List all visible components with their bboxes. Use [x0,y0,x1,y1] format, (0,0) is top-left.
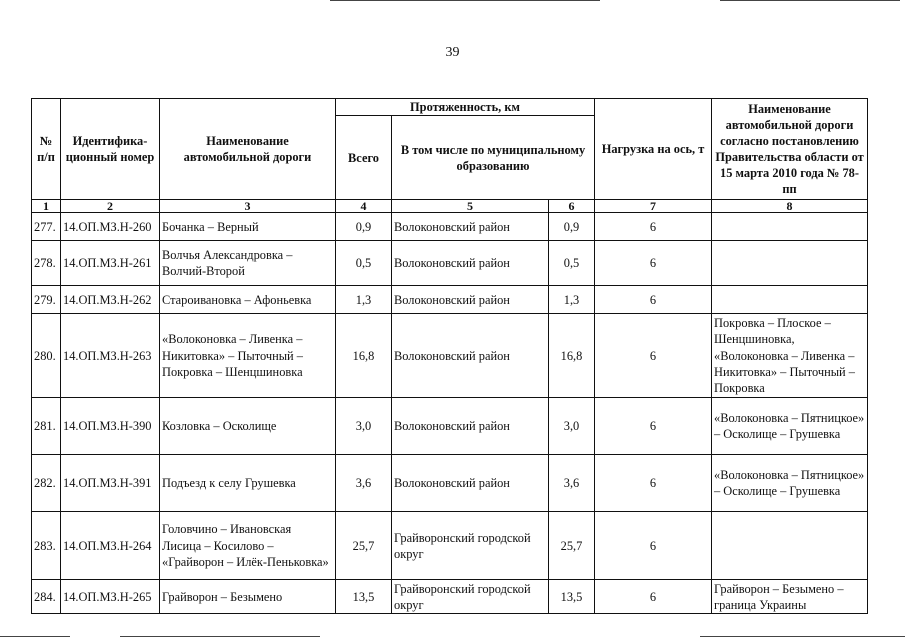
top-edge-line-right [720,0,900,1]
municipality: Грайворонский городской округ [392,580,549,614]
header-row-number: № п/п [32,99,61,200]
municipality: Волоконовский район [392,314,549,398]
road-name: Грайворон – Безымено [160,580,336,614]
table-row [32,580,868,614]
row-number: 278. [32,241,61,286]
road-name: «Волоконовка – Ливенка – Никитовка» – Пыточный – Покровка – Шенцшиновка [160,314,336,398]
resolution-name: Грайворон – Безымено – граница Украины [712,580,868,614]
header-identifier: Идентифика-ционный номер [61,99,160,200]
table-row [32,314,868,398]
road-id: 14.ОП.МЗ.Н-265 [61,580,160,614]
column-number: 4 [336,200,392,213]
row-number: 281. [32,398,61,455]
total-length: 3,6 [336,455,392,512]
roads-table [31,98,868,614]
resolution-name [712,286,868,314]
road-id: 14.ОП.МЗ.Н-390 [61,398,160,455]
road-id: 14.ОП.МЗ.Н-391 [61,455,160,512]
axle-load: 6 [595,241,712,286]
road-name: Бочанка – Верный [160,213,336,241]
municipality: Волоконовский район [392,213,549,241]
total-length: 3,0 [336,398,392,455]
total-length: 0,5 [336,241,392,286]
column-number: 7 [595,200,712,213]
municipal-length: 0,5 [549,241,595,286]
top-edge-line [330,0,600,1]
column-number: 3 [160,200,336,213]
table-row [32,398,868,455]
road-id: 14.ОП.МЗ.Н-264 [61,512,160,580]
axle-load: 6 [595,398,712,455]
bottom-edge-line-mid [120,636,320,637]
resolution-name: «Волоконовка – Пятницкое» – Осколище – Грушевка [712,455,868,512]
road-id: 14.ОП.МЗ.Н-262 [61,286,160,314]
header-total: Всего [336,116,392,200]
municipality: Грайворонский городской округ [392,512,549,580]
municipal-length: 25,7 [549,512,595,580]
header-municipality: В том числе по муниципальному образованию [392,116,595,200]
road-name: Волчья Александровка – Волчий-Второй [160,241,336,286]
row-number: 282. [32,455,61,512]
axle-load: 6 [595,580,712,614]
row-number: 277. [32,213,61,241]
municipality: Волоконовский район [392,286,549,314]
header-axle-load: Нагрузка на ось, т [595,99,712,200]
column-number: 1 [32,200,61,213]
bottom-edge-line-right [700,636,905,637]
road-id: 14.ОП.МЗ.Н-261 [61,241,160,286]
road-id: 14.ОП.МЗ.Н-260 [61,213,160,241]
axle-load: 6 [595,512,712,580]
axle-load: 6 [595,314,712,398]
header-resolution-name: Наименование автомобильной дороги согласно постановлению Правительства области от 15 марта 2010 года № 78-пп [712,99,868,200]
municipality: Волоконовский район [392,455,549,512]
row-number: 279. [32,286,61,314]
axle-load: 6 [595,286,712,314]
total-length: 16,8 [336,314,392,398]
column-number: 5 [392,200,549,213]
page-number: 39 [445,45,460,60]
row-number: 284. [32,580,61,614]
resolution-name [712,241,868,286]
total-length: 13,5 [336,580,392,614]
total-length: 25,7 [336,512,392,580]
resolution-name [712,512,868,580]
resolution-name: «Волоконовка – Пятницкое» – Осколище – Грушевка [712,398,868,455]
column-number: 6 [549,200,595,213]
road-name: Головчино – Ивановская Лисица – Косилово – «Грайворон – Илёк-Пеньковка» [160,512,336,580]
resolution-name: Покровка – Плоское – Шенцшиновка, «Волоконовка – Ливенка – Никитовка» – Пыточный – Покровка [712,314,868,398]
municipality: Волоконовский район [392,241,549,286]
row-number: 280. [32,314,61,398]
municipal-length: 16,8 [549,314,595,398]
table-row [32,241,868,286]
resolution-name [712,213,868,241]
table-row [32,213,868,241]
total-length: 1,3 [336,286,392,314]
road-name: Подъезд к селу Грушевка [160,455,336,512]
road-id: 14.ОП.МЗ.Н-263 [61,314,160,398]
municipal-length: 1,3 [549,286,595,314]
municipal-length: 3,6 [549,455,595,512]
column-number: 2 [61,200,160,213]
total-length: 0,9 [336,213,392,241]
row-number: 283. [32,512,61,580]
header-road-name: Наименование автомобильной дороги [160,99,336,200]
municipality: Волоконовский район [392,398,549,455]
axle-load: 6 [595,455,712,512]
table-row [32,286,868,314]
municipal-length: 3,0 [549,398,595,455]
column-number: 8 [712,200,868,213]
axle-load: 6 [595,213,712,241]
municipal-length: 13,5 [549,580,595,614]
table-row [32,455,868,512]
road-name: Староивановка – Афоньевка [160,286,336,314]
road-name: Козловка – Осколище [160,398,336,455]
table-row [32,512,868,580]
header-length-group: Протяженность, км [336,99,595,116]
bottom-edge-line [0,636,70,637]
municipal-length: 0,9 [549,213,595,241]
